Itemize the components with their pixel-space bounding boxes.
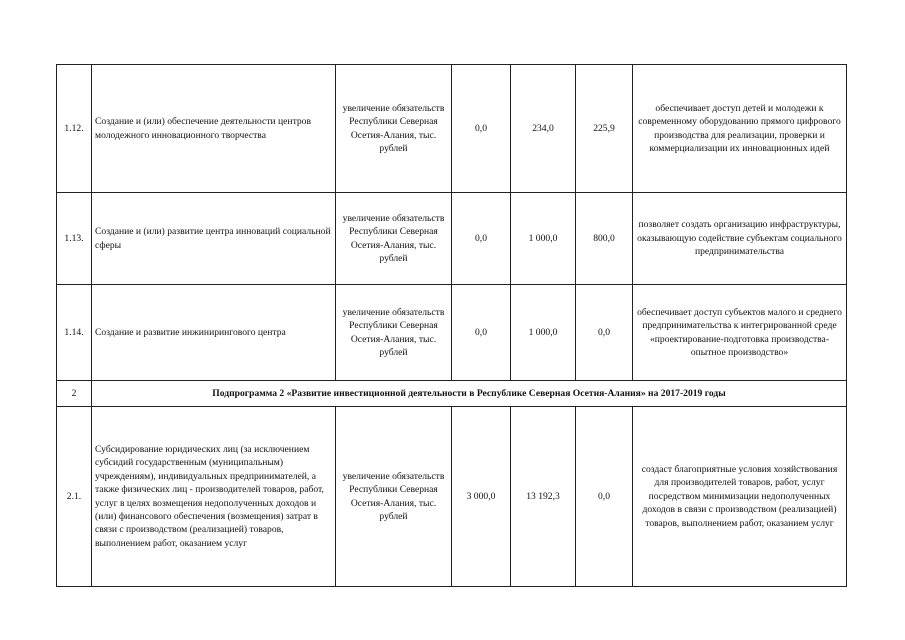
- value-2018: 234,0: [511, 65, 576, 193]
- table-row: [57, 65, 847, 193]
- row-number: 2.1.: [57, 407, 92, 587]
- row-number: 1.12.: [57, 65, 92, 193]
- table-row: [57, 193, 847, 285]
- value-2019: 0,0: [576, 285, 633, 381]
- indicator: увеличение обязательств Республики Северная Осетия-Алания, тыс. рублей: [336, 285, 452, 381]
- measure-name: Создание и (или) обеспечение деятельности центров молодежного инновационного творчества: [92, 65, 336, 193]
- subprogram-header-row: [57, 381, 847, 407]
- table-row: [57, 407, 847, 587]
- indicator: увеличение обязательств Республики Северная Осетия-Алания, тыс. рублей: [336, 65, 452, 193]
- measure-name: Субсидирование юридических лиц (за исключением субсидий государственным (муниципальным) учреждениям), индивидуальных предпринимателей, а также физических лиц - производителей товаров, работ, услуг в целях возмещения недополученных доходов и (или) финансового обеспечения (возмещения) затрат в связи с производством (реализацией) товаров, выполнением работ, оказанием услуг: [92, 407, 336, 587]
- program-table: [56, 64, 847, 587]
- value-2019: 225,9: [576, 65, 633, 193]
- row-number: 1.13.: [57, 193, 92, 285]
- value-2018: 1 000,0: [511, 285, 576, 381]
- expected-result: создаст благоприятные условия хозяйствования для производителей товаров, работ, услуг посредством минимизации недополученных доходов в связи с производством (реализацией) товаров, выполнением работ, оказанием услуг: [633, 407, 847, 587]
- expected-result: обеспечивает доступ детей и молодежи к современному оборудованию прямого цифрового производства для реализации, проверки и коммерциализации их инновационных идей: [633, 65, 847, 193]
- value-2017: 0,0: [452, 285, 511, 381]
- expected-result: обеспечивает доступ субъектов малого и среднего предпринимательства к интегрированной среде «проектирование-подготовка производства-опытное производство»: [633, 285, 847, 381]
- value-2019: 0,0: [576, 407, 633, 587]
- value-2018: 13 192,3: [511, 407, 576, 587]
- subprogram-number: 2: [57, 381, 92, 407]
- expected-result: позволяет создать организацию инфраструктуры, оказывающую содействие субъектам социального предпринимательства: [633, 193, 847, 285]
- value-2017: 3 000,0: [452, 407, 511, 587]
- measure-name: Создание и (или) развитие центра инноваций социальной сферы: [92, 193, 336, 285]
- value-2017: 0,0: [452, 193, 511, 285]
- row-number: 1.14.: [57, 285, 92, 381]
- measure-name: Создание и развитие инжинирингового центра: [92, 285, 336, 381]
- subprogram-title: Подпрограмма 2 «Развитие инвестиционной деятельности в Республике Северная Осетия-Алания» на 2017-2019 годы: [92, 381, 847, 407]
- value-2018: 1 000,0: [511, 193, 576, 285]
- table-row: [57, 285, 847, 381]
- value-2019: 800,0: [576, 193, 633, 285]
- indicator: увеличение обязательств Республики Северная Осетия-Алания, тыс. рублей: [336, 407, 452, 587]
- value-2017: 0,0: [452, 65, 511, 193]
- indicator: увеличение обязательств Республики Северная Осетия-Алания, тыс. рублей: [336, 193, 452, 285]
